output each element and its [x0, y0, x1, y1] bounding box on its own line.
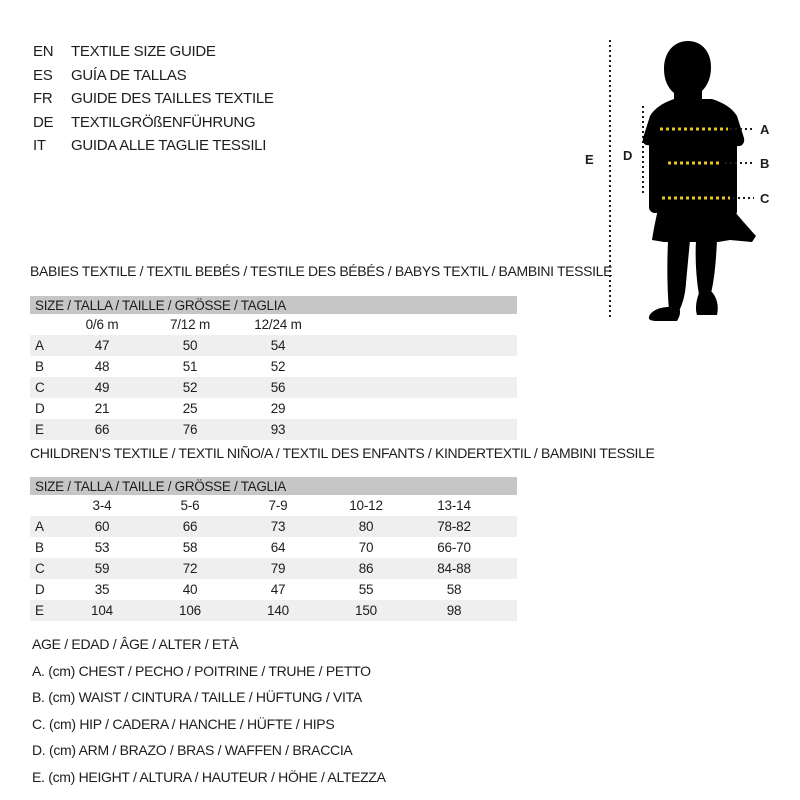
cell-value: 50	[182, 338, 198, 353]
cell-value: 53	[94, 540, 110, 555]
cell-value: 7-9	[268, 498, 288, 513]
cell-value: 78-82	[437, 519, 471, 534]
cell-value: 86	[358, 561, 374, 576]
table-row-E	[30, 600, 517, 621]
cell-value: 64	[270, 540, 286, 555]
babies-section-title: BABIES TEXTILE / TEXTIL BEBÉS / TESTILE DES BÉBÉS / BABYS TEXTIL / BAMBINI TESSILE	[30, 263, 613, 279]
row-label: C	[35, 561, 45, 576]
language-code: FR	[33, 90, 53, 108]
babies-size-table	[30, 314, 517, 440]
cell-value: 106	[179, 603, 201, 618]
row-label: B	[35, 359, 44, 374]
cell-value: 35	[94, 582, 110, 597]
row-label: D	[35, 401, 45, 416]
cell-value: 12/24 m	[254, 317, 302, 332]
cell-value: 25	[182, 401, 198, 416]
label-waist-b: B	[760, 156, 770, 171]
cell-value: 7/12 m	[169, 317, 211, 332]
cell-value: 79	[270, 561, 286, 576]
language-title-list	[33, 40, 274, 158]
cell-value: 47	[94, 338, 110, 353]
cell-value: 52	[270, 359, 286, 374]
cell-value: 3-4	[92, 498, 112, 513]
table-row-A	[30, 516, 517, 537]
cell-value: 55	[358, 582, 374, 597]
legend-arm: D. (cm) ARM / BRAZO / BRAS / WAFFEN / BRACCIA	[32, 742, 353, 759]
label-chest-a: A	[760, 122, 770, 137]
row-label: D	[35, 582, 45, 597]
cell-value: 70	[358, 540, 374, 555]
language-row	[33, 40, 274, 64]
size-measure-figure	[578, 25, 780, 327]
cell-value: 40	[182, 582, 198, 597]
cell-value: 29	[270, 401, 286, 416]
child-silhouette	[643, 41, 756, 321]
row-label: B	[35, 540, 44, 555]
table-row-C	[30, 558, 517, 579]
cell-value: 66	[182, 519, 198, 534]
table-row-D	[30, 398, 517, 419]
row-label: E	[35, 603, 44, 618]
cell-value: 140	[267, 603, 289, 618]
language-row	[33, 111, 274, 135]
babies-size-header-bar: SIZE / TALLA / TAILLE / GRÖSSE / TAGLIA	[30, 296, 517, 314]
language-code: ES	[33, 66, 53, 84]
language-title: GUIDE DES TAILLES TEXTILE	[71, 90, 274, 108]
table-row-D	[30, 579, 517, 600]
table-row-C	[30, 377, 517, 398]
cell-value: 72	[182, 561, 198, 576]
cell-value: 66	[94, 422, 110, 437]
cell-value: 58	[446, 582, 462, 597]
cell-value: 13-14	[437, 498, 471, 513]
cell-value: 93	[270, 422, 286, 437]
cell-value: 58	[182, 540, 198, 555]
table-row-E	[30, 419, 517, 440]
cell-value: 56	[270, 380, 286, 395]
cell-value: 60	[94, 519, 110, 534]
cell-value: 84-88	[437, 561, 471, 576]
table-row-B	[30, 356, 517, 377]
table-row-column-headers	[30, 314, 517, 335]
cell-value: 104	[91, 603, 113, 618]
cell-value: 5-6	[180, 498, 200, 513]
children-size-table	[30, 495, 517, 621]
label-hip-c: C	[760, 191, 770, 206]
table-row-B	[30, 537, 517, 558]
cell-value: 54	[270, 338, 286, 353]
cell-value: 47	[270, 582, 286, 597]
children-size-header-bar: SIZE / TALLA / TAILLE / GRÖSSE / TAGLIA	[30, 477, 517, 495]
label-height-e: E	[585, 152, 594, 167]
cell-value: 49	[94, 380, 110, 395]
language-title: TEXTILE SIZE GUIDE	[71, 43, 216, 61]
cell-value: 0/6 m	[85, 317, 119, 332]
cell-value: 21	[94, 401, 110, 416]
language-title: GUIDA ALLE TAGLIE TESSILI	[71, 137, 267, 155]
language-title: TEXTILGRÖßENFÜHRUNG	[71, 113, 256, 131]
cell-value: 150	[355, 603, 377, 618]
language-code: EN	[33, 43, 54, 61]
cell-value: 48	[94, 359, 110, 374]
language-code: DE	[33, 113, 54, 131]
legend-height: E. (cm) HEIGHT / ALTURA / HAUTEUR / HÖHE / ALTEZZA	[32, 768, 386, 785]
legend-age: AGE / EDAD / ÂGE / ALTER / ETÀ	[32, 636, 239, 653]
cell-value: 66-70	[437, 540, 471, 555]
language-code: IT	[33, 137, 46, 155]
cell-value: 73	[270, 519, 286, 534]
row-label: E	[35, 422, 44, 437]
language-row	[33, 87, 274, 111]
cell-value: 52	[182, 380, 198, 395]
row-label: A	[35, 519, 44, 534]
cell-value: 59	[94, 561, 110, 576]
label-arm-d: D	[623, 148, 633, 163]
table-row-column-headers	[30, 495, 517, 516]
cell-value: 51	[182, 359, 198, 374]
row-label: C	[35, 380, 45, 395]
children-section-title: CHILDREN’S TEXTILE / TEXTIL NIÑO/A / TEXTIL DES ENFANTS / KINDERTEXTIL / BAMBINI TESSILE	[30, 445, 655, 461]
legend-waist: B. (cm) WAIST / CINTURA / TAILLE / HÜFTUNG / VITA	[32, 689, 362, 706]
row-label: A	[35, 338, 44, 353]
cell-value: 80	[358, 519, 374, 534]
cell-value: 76	[182, 422, 198, 437]
cell-value: 98	[446, 603, 462, 618]
measurement-legend	[32, 631, 386, 790]
cell-value: 10-12	[349, 498, 383, 513]
table-row-A	[30, 335, 517, 356]
legend-chest: A. (cm) CHEST / PECHO / POITRINE / TRUHE / PETTO	[32, 662, 371, 679]
legend-hip: C. (cm) HIP / CADERA / HANCHE / HÜFTE / HIPS	[32, 715, 335, 732]
language-title: GUÍA DE TALLAS	[71, 66, 187, 84]
language-row	[33, 134, 274, 158]
language-row	[33, 64, 274, 88]
